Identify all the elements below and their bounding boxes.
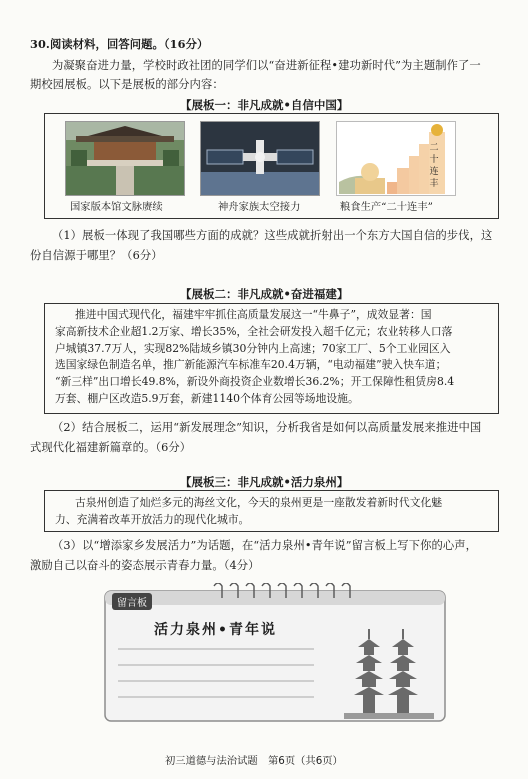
q3-line-1: （3）以“增添家乡发展活力”为话题，在“活力泉州•青年说”留言板上写下你的心声， [52, 539, 478, 552]
page-footer: 初三道德与法治试题 第6页（共6页） [165, 755, 343, 767]
panel2-box [44, 303, 499, 414]
panel2-line-2: 家高新技术企业超1.2万家、增长35%，全社会研发投入超千亿元；农业转移人口落 [55, 324, 453, 338]
panel3-heading: 【展板三：非凡成就•活力泉州】 [180, 475, 349, 489]
q2-line-1: （2）结合展板二，运用“新发展理念”知识，分析我省是如何以高质量发展来推进中国 [52, 421, 482, 434]
q3-line-2: 激励自己以奋斗的姿态展示青春力量。（4分） [30, 559, 260, 572]
photo-grain-stairs [336, 121, 456, 196]
stair-char-3: 连 [429, 167, 439, 177]
panel2-line-5: “新三样”出口增长49.8%，新设外商投资企业数增长36.2%；开工保障性租赁房8.4 [55, 375, 455, 389]
panel2-line-4: 选国家绿色制造名单，推广新能源汽车标准车20.4万辆，“电动福建”驶入快车道； [55, 358, 447, 372]
caption-archives: 国家版本馆文脉赓续 [70, 201, 163, 213]
stair-char-1: 二 [429, 143, 439, 153]
panel2-heading: 【展板二：非凡成就•奋进福建】 [180, 287, 349, 301]
panel2-line-6: 万套、棚户区改造5.9万套，新建1140个体育公园等场地设施。 [55, 391, 359, 405]
panel2-line-3: 户城镇37.7万人，实现82%陆域乡镇30分钟内上高速；70家工厂、5个工业园区入 [55, 341, 451, 355]
message-board-tag: 留言板 [112, 593, 152, 610]
caption-grain: 粮食生产“二十连丰” [340, 201, 433, 213]
message-board-title: 活力泉州•青年说 [154, 622, 277, 638]
stair-char-2: 十 [429, 155, 439, 165]
panel1-heading: 【展板一：非凡成就•自信中国】 [180, 98, 349, 112]
intro-line-2: 期校园展板。以下是展板的部分内容： [30, 78, 224, 91]
stair-char-4: 丰 [429, 179, 439, 189]
q1-line-2: 份自信源于哪里？（6分） [30, 249, 163, 262]
panel3-line-2: 力、充满着改革开放活力的现代化城市。 [55, 512, 250, 526]
question-title: 30.阅读材料，回答问题。（16分） [30, 37, 209, 51]
q1-line-1: （1）展板一体现了我国哪些方面的成就？这些成就折射出一个东方大国自信的步伐，这 [52, 229, 493, 242]
intro-line-1: 为凝聚奋进力量，学校时政社团的同学们以“奋进新征程•建功新时代”为主题制作了一 [52, 59, 481, 72]
photo-space-station [200, 121, 320, 196]
panel3-line-1: 古泉州创造了灿烂多元的海丝文化，今天的泉州更是一座散发着新时代文化魅 [75, 496, 443, 509]
panel3-box [44, 490, 499, 532]
caption-shenzhou: 神舟家族太空接力 [218, 201, 301, 213]
panel2-line-1: 推进中国式现代化，福建牢牢抓住高质量发展这一“牛鼻子”，成效显著：国 [75, 308, 432, 321]
photo-national-archives [65, 121, 185, 196]
q2-line-2: 式现代化福建新篇章的。（6分） [30, 441, 192, 454]
message-board [104, 583, 449, 723]
